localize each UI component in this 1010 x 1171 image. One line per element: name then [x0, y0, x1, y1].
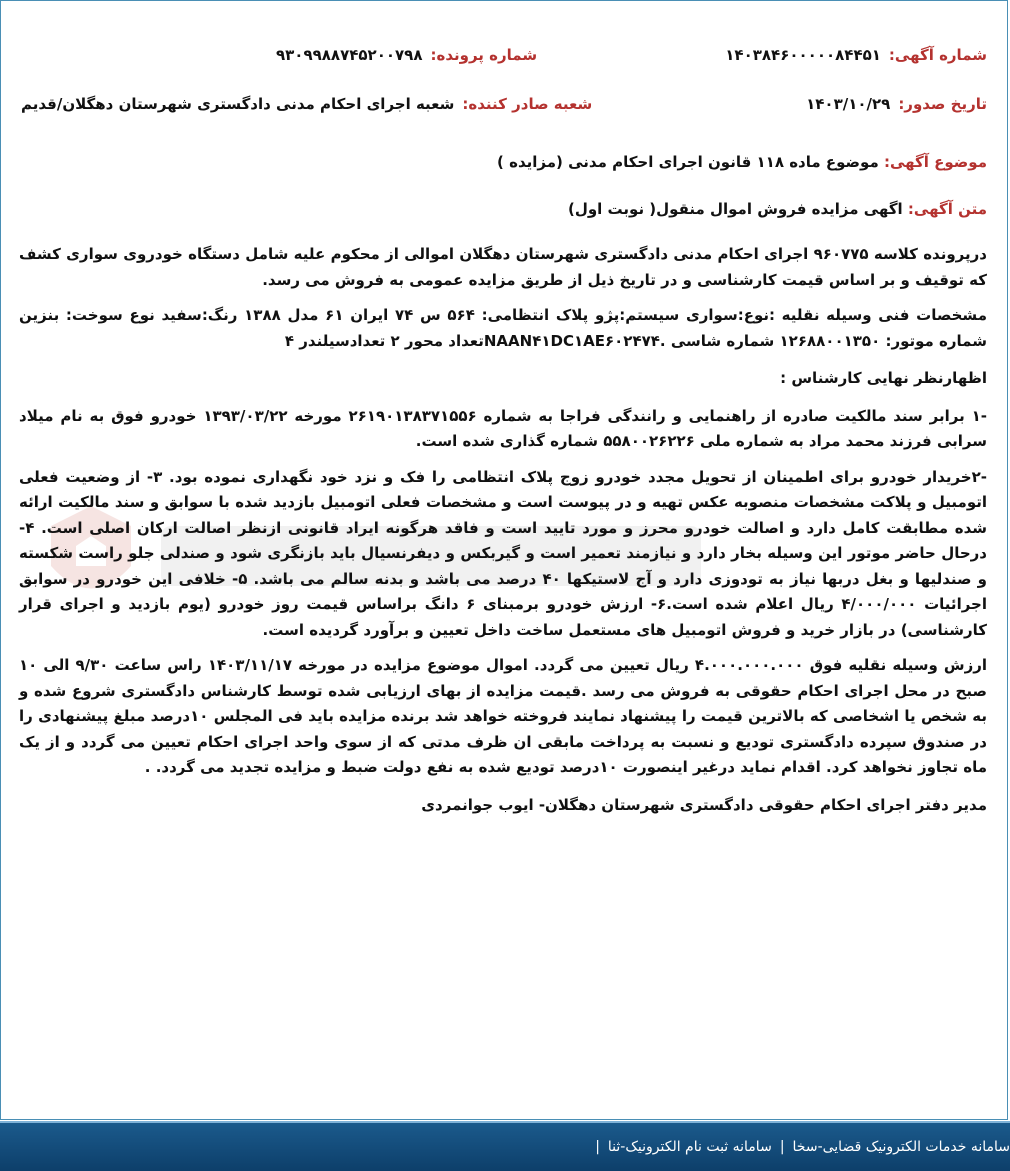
case-number-label: شماره پرونده: — [430, 46, 538, 64]
issue-date-label: تاریخ صدور: — [898, 95, 987, 113]
footer-link-sakha[interactable]: سامانه خدمات الکترونیک قضایی-سخا — [792, 1139, 1010, 1155]
text-label: متن آگهی: — [907, 200, 987, 218]
body-paragraph-auction: ارزش وسیله نقلیه فوق ۴.۰۰۰.۰۰۰.۰۰۰ ریال تعیین می گردد. اموال موضوع مزایده در مورخه ۱۴۰۳/۱۱/۱۷ راس ساعت ۹/۳۰ الی ۱۰ صبح در محل اجرای احکام حقوقی به فروش می رسد .قیمت مزایده از بهای ارزیابی شده توسط کارشناس دادگستری شروع شده و به شخص یا اشخاصی که بالاترین قیمت را پیشنهاد نمایند فروخته خواهد شد برنده مزایده باید فی المجلس ۱۰درصد مبلغ پیشنهادی را در صندوق سپرده دادگستری تودیع و نسبت به پرداخت مابقی ان ظرف مدتی که از سوی واحد اجرای احکام تعیین می گردد و از یک ماه تجاوز نخواهد کرد. اقدام نماید درغیر اینصورت ۱۰درصد تودیع شده به نفع دولت ضبط و مزایده تجدید می گردد. . — [19, 656, 988, 776]
case-number-group — [276, 46, 537, 64]
signature: مدیر دفتر اجرای احکام حقوقی دادگستری شهرستان دهگلان- ایوب جوانمردی — [421, 795, 987, 814]
meta-row-issue — [21, 89, 987, 119]
body-paragraph-specs: مشخصات فنی وسیله نقلیه :نوع:سواری سیستم:پژو پلاک انتظامی: ۵۶۴ س ۷۴ ایران ۶۱ مدل ۱۳۸۸ رنگ:سفید نوع سوخت: بنزین شماره موتور: ۱۲۶۸۸۰۰۱۳۵۰ شماره شاسی .NAAN۴۱DC۱AE۶۰۲۴۷۴تعداد محور ۲ تعدادسیلندر ۴ — [19, 306, 987, 350]
subject-value: موضوع ماده ۱۱۸ قانون اجرای احکام مدنی (مزایده ) — [497, 153, 879, 171]
subject-label: موضوع آگهی: — [883, 153, 987, 171]
body-paragraph-condition: -۲خریدار خودرو برای اطمینان از تحویل مجدد خودرو زوج پلاک انتظامی را فک و نزد خود نگهداری نموده بود. ۳- از وضعیت فعلی اتومبیل و پلاکت مشخصات منصوبه عکس تهیه و در پیوست است و مشخصات فعلی اتومبیل بازدید شده با سوابق و سند مالکیت ارائه شده مطابقت کامل دارد و اصالت خودرو محرز و مورد تایید است و فاقد هرگونه ایراد قانونی ازنظر اصالت ارکان اصلی است. ۴- درحال حاضر موتور این وسیله بخار دارد و نیازمند تعمیر است و گیربکس و دیفرنسیال باید بازنگری شود و صندلی جلو راست شکسته و صندلیها و بغل دربها نیاز به تودوزی دارد و آج لاستیکها ۴۰ درصد می باشد و بدنه سالم می باشد. ۵- خلافی این خودرو در سوابق اجرائیات ۴/۰۰۰/۰۰۰ ریال اعلام شده است.۶- ارزش خودرو برمبنای ۶ دانگ براساس قیمت روز خودرو (یوم بازدید و اجرای قرار کارشناسی) در بازار خرید و فروش اتومبیل های مستعمل ساخت داخل تعیین و برآورد گردیده است. — [19, 467, 988, 639]
issue-date-value: ۱۴۰۳/۱۰/۲۹ — [806, 95, 891, 113]
notice-body — [19, 242, 987, 818]
case-number-value: ۹۳۰۹۹۸۸۷۴۵۲۰۰۷۹۸ — [276, 46, 423, 64]
footer-separator-end: | — [595, 1139, 600, 1155]
subject-line — [21, 153, 987, 171]
ad-number-label: شماره آگهی: — [888, 46, 987, 64]
text-title: اگهی مزایده فروش اموال منقول( نوبت اول) — [567, 200, 903, 218]
issuer-label: شعبه صادر کننده: — [462, 95, 593, 113]
footer-link-sana[interactable]: سامانه ثبت نام الکترونیک-ثنا — [607, 1139, 772, 1155]
meta-row-numbers — [21, 40, 987, 70]
body-paragraph-ownership: -۱ برابر سند مالکیت صادره از راهنمایی و رانندگی فراجا به شماره ۲۶۱۹۰۱۳۸۳۷۱۵۵۶ مورخه ۱۳۹۳/۰۳/۲۲ خودرو فوق به نام میلاد سرابی فرزند محمد مراد به شماره ملی ۵۵۸۰۰۲۶۲۲۶ شماره گذاری شده است. — [19, 406, 987, 450]
body-paragraph-intro: درپرونده کلاسه ۹۶۰۷۷۵ اجرای احکام مدنی دادگستری شهرستان دهگلان اموالی از محکوم علیه شامل دستگاه خودروی سواری کشف که توقیف و بر اساس قیمت کارشناسی و در تاریخ ذیل از طریق مزایده عمومی به فروش می رسد. — [19, 245, 987, 289]
ad-number-value: ۱۴۰۳۸۴۶۰۰۰۰۰۸۴۴۵۱ — [725, 46, 881, 64]
text-title-line — [21, 200, 987, 218]
issuer-group — [21, 95, 592, 113]
footer-bar — [0, 1121, 1010, 1171]
issue-date-group — [806, 95, 987, 113]
footer-separator: | — [779, 1139, 785, 1155]
issuer-value: شعبه اجرای احکام مدنی دادگستری شهرستان دهگلان/قدیم — [21, 95, 455, 113]
ad-number-group — [725, 46, 987, 64]
body-paragraph-expert-heading: اظهارنظر نهایی کارشناس : — [780, 369, 987, 387]
